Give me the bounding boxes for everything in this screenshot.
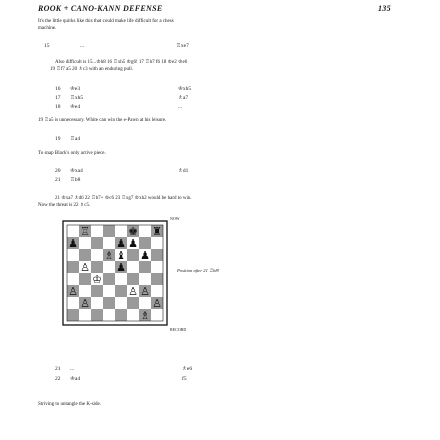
paragraph-line: It's the little quirks like this that could make life difficult for a chess <box>38 19 174 24</box>
board-square <box>139 225 151 237</box>
chess-piece: ♖ <box>80 225 90 238</box>
move-number: 20 <box>55 168 61 174</box>
board-square <box>151 249 163 261</box>
move-number: 16 <box>55 86 61 92</box>
board-square <box>67 297 79 309</box>
move-white: ♔xa4 <box>70 168 83 174</box>
board-square <box>103 261 115 273</box>
board-square <box>115 273 127 285</box>
board-square <box>79 309 91 321</box>
chess-piece: ♟ <box>68 237 78 250</box>
chess-piece: ♙ <box>68 285 78 298</box>
board-square <box>103 273 115 285</box>
paragraph-line: Striving to untangle the K-side. <box>38 402 101 407</box>
board-square <box>115 297 127 309</box>
board-square <box>67 249 79 261</box>
diagram-top-label: NOW <box>170 216 180 221</box>
board-square <box>91 297 103 309</box>
chess-piece: ♟ <box>116 261 126 274</box>
board-square <box>115 225 127 237</box>
move-white: ... <box>70 366 75 372</box>
chess-piece: ♜ <box>152 225 162 238</box>
chess-piece: ♙ <box>128 285 138 298</box>
move-number: 21 <box>55 177 61 183</box>
chess-piece: ♗ <box>140 309 150 322</box>
board-square <box>91 309 103 321</box>
board-square <box>139 237 151 249</box>
move-white: ♖a4 <box>70 136 81 142</box>
board-square <box>139 261 151 273</box>
board-square <box>79 249 91 261</box>
move-number: 15 <box>44 43 50 49</box>
chess-piece: ♗ <box>104 249 114 262</box>
board-square <box>103 225 115 237</box>
board-square <box>127 297 139 309</box>
chess-diagram <box>62 220 168 331</box>
chess-piece: ♟ <box>116 237 126 250</box>
board-square <box>151 237 163 249</box>
board-square <box>127 309 139 321</box>
page-number: 135 <box>378 4 391 13</box>
board-square <box>79 273 91 285</box>
paragraph-line: Now the threat is 22 ♗c5. <box>38 203 91 208</box>
board-square <box>91 249 103 261</box>
diagram-caption: Position after 21 ♖b8! <box>177 268 220 273</box>
board-square <box>91 237 103 249</box>
board-square <box>127 249 139 261</box>
move-number: 17 <box>55 95 61 101</box>
board-square <box>115 285 127 297</box>
paragraph-line: 21 ♔xa7 ♗d6 22 ♖b7+ ♔c6 23 ♖xg7 ♔xh2 would be hard to win. <box>55 196 192 201</box>
board-square <box>127 273 139 285</box>
move-black: f5 <box>182 376 187 382</box>
chess-piece: ♚ <box>128 225 138 238</box>
paragraph-line: machine. <box>38 26 57 31</box>
paragraph-line: 19 ♖f7 a5 20 ♗c3 with an enduring pull. <box>50 67 133 72</box>
move-number: 18 <box>55 104 61 110</box>
board-square <box>103 297 115 309</box>
move-black: ♖xe7 <box>176 43 189 49</box>
board-square <box>139 297 151 309</box>
board-square <box>115 309 127 321</box>
board-square <box>127 261 139 273</box>
chess-piece: ♙ <box>140 285 150 298</box>
chess-piece: ♔ <box>92 273 102 286</box>
chess-piece: ♙ <box>152 297 162 310</box>
board-square <box>91 285 103 297</box>
board-square <box>67 225 79 237</box>
board-square <box>103 237 115 249</box>
move-number: 19 <box>55 136 61 142</box>
board-square <box>79 285 91 297</box>
board-square <box>91 225 103 237</box>
move-white: ♔e3 <box>70 86 81 92</box>
paragraph-line: Also difficult is 15...♔h8 16 ♖xh5 ♔g6! 17 ♖h7 f6 18 ♔e2 ♔e6 <box>55 60 188 65</box>
chess-piece: ♙ <box>80 261 90 274</box>
move-black: ... <box>178 104 183 110</box>
move-white: ♖b8 <box>70 177 81 183</box>
board-square <box>151 309 163 321</box>
board-square <box>67 309 79 321</box>
paragraph-line: To snap Black's only active piece. <box>38 151 106 156</box>
move-white: ♖xh5 <box>70 95 84 101</box>
move-white: ♔e4 <box>70 104 81 110</box>
move-number: 21 <box>55 366 61 372</box>
board-square <box>151 261 163 273</box>
chess-piece: ♝ <box>116 249 126 262</box>
chess-piece: ♟ <box>128 237 138 250</box>
board-square <box>79 237 91 249</box>
move-black: ♗a7 <box>178 95 189 101</box>
move-black: ♔xh5 <box>178 86 192 92</box>
paragraph-line: 19 ♖a5 is unnecessary. White can win the e-Pawn at his leisure. <box>38 118 167 123</box>
move-white: ... <box>80 43 85 49</box>
board-square <box>103 285 115 297</box>
chess-piece: ♟ <box>140 249 150 262</box>
board-square <box>67 273 79 285</box>
move-white: ♔a4 <box>70 376 81 382</box>
board-square <box>67 261 79 273</box>
board-square <box>151 273 163 285</box>
chess-piece: ♙ <box>80 297 90 310</box>
board-square <box>139 273 151 285</box>
diagram-bottom-label: RECORD <box>170 327 187 332</box>
move-black: ♗e6 <box>182 366 193 372</box>
board-square <box>103 309 115 321</box>
board-square <box>151 285 163 297</box>
board-square <box>91 261 103 273</box>
running-title: ROOK + CANO-KANN DEFENSE <box>38 4 163 13</box>
move-black: ♗d1 <box>178 168 189 174</box>
chessboard <box>62 220 168 326</box>
move-number: 22 <box>55 376 61 382</box>
